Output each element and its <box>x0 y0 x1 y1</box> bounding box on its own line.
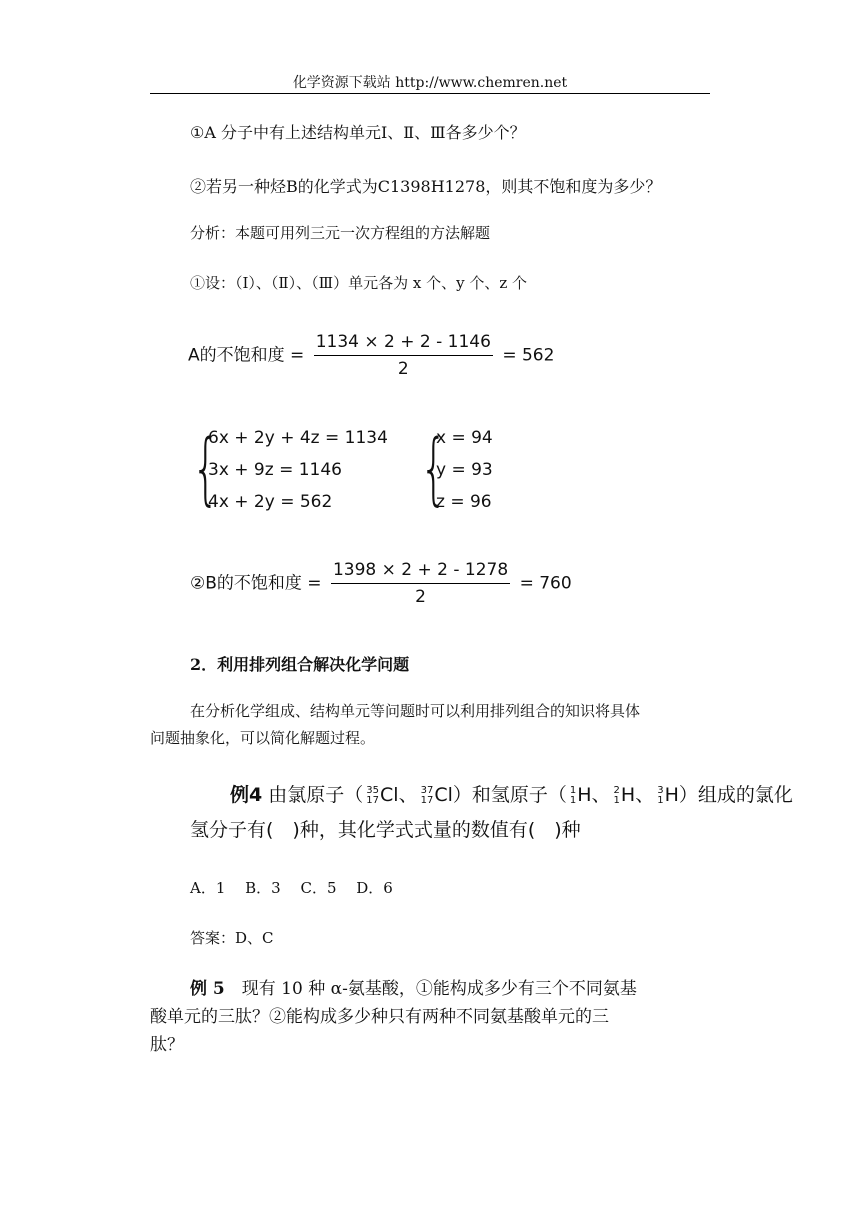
equation-system <box>192 424 388 514</box>
atomic-number: 17 <box>420 794 434 806</box>
question-1: ①A 分子中有上述结构单元Ⅰ、Ⅱ、Ⅲ各多少个？ <box>190 123 526 142</box>
formula-b-fraction <box>331 560 510 607</box>
left-brace: { <box>192 424 220 514</box>
mass-number: 1 <box>569 784 577 796</box>
example-4-text-a: 由氯原子（ <box>268 784 364 806</box>
setup-line: ①设：（Ⅰ）、（Ⅱ）、（Ⅲ）单元各为 x 个、y 个、z 个 <box>190 274 527 292</box>
isotope-h1 <box>570 786 576 806</box>
atomic-number: 17 <box>366 794 380 806</box>
solution-x: x = 94 <box>436 428 493 448</box>
element-symbol: H、 <box>577 784 611 806</box>
section-2-title: 2．利用排列组合解决化学问题 <box>190 655 410 674</box>
formula-a-numerator: 1134 × 2 + 2 - 1146 <box>315 332 491 352</box>
equation-1: 6x + 2y + 4z = 1134 <box>208 428 388 448</box>
atomic-number: 1 <box>569 794 577 806</box>
example-4-text-c: ）组成的氯化 <box>678 784 793 806</box>
example-4-line-1 <box>230 780 793 807</box>
question-2: ②若另一种烃B的化学式为C1398H1278，则其不饱和度为多少？ <box>190 177 662 196</box>
page-header: 化学资源下载站 http://www.chemren.net <box>292 75 568 91</box>
mass-number: 3 <box>657 784 664 796</box>
solution-z: z = 96 <box>436 492 492 512</box>
mass-number: 2 <box>613 784 620 796</box>
isotope-cl35 <box>366 786 379 806</box>
example-5-text-1: 现有 10 种 α-氨基酸，①能构成多少有三个不同氨基 <box>224 979 637 999</box>
solution-y: y = 93 <box>436 460 493 480</box>
formula-b-result: = 760 <box>519 573 572 594</box>
mass-number: 35 <box>366 784 380 796</box>
analysis-line: 分析：本题可用列三元一次方程组的方法解题 <box>190 224 491 242</box>
formula-b-numerator: 1398 × 2 + 2 - 1278 <box>332 560 509 580</box>
example-5-line-1 <box>190 974 637 999</box>
formula-a-denominator: 2 <box>397 359 409 379</box>
atomic-number: 1 <box>613 794 620 806</box>
answer-line: 答案：D、C <box>190 929 274 947</box>
example-5-line-3: 肽？ <box>150 1035 184 1055</box>
solution-system <box>420 424 493 514</box>
formula-a <box>188 332 554 379</box>
formula-a-result: = 562 <box>502 345 555 366</box>
formula-b <box>190 560 572 607</box>
equation-3: 4x + 2y = 562 <box>208 492 333 512</box>
example-4-line-2: 氢分子有( )种，其化学式式量的数值有( )种 <box>190 819 581 841</box>
isotope-cl37 <box>421 786 434 806</box>
formula-a-label: A的不饱和度 = <box>188 345 305 366</box>
mass-number: 37 <box>420 784 434 796</box>
element-symbol: Cl <box>434 784 453 806</box>
equation-2: 3x + 9z = 1146 <box>208 460 342 480</box>
formula-a-fraction <box>314 332 493 379</box>
example-4-tag: 例4 <box>230 784 263 806</box>
section-2-para-line-1: 在分析化学组成、结构单元等问题时可以利用排列组合的知识将具体 <box>190 702 641 720</box>
isotope-h3 <box>657 786 663 806</box>
atomic-number: 1 <box>657 794 664 806</box>
element-symbol: Cl、 <box>380 784 418 806</box>
section-2-para-line-2: 问题抽象化，可以简化解题过程。 <box>150 729 376 747</box>
example-4-text-b: ）和氢原子（ <box>452 784 567 806</box>
example-5-line-2: 酸单元的三肽？②能构成多少种只有两种不同氨基酸单元的三 <box>150 1007 609 1027</box>
answer-options: A．1 B．3 C．5 D．6 <box>190 879 393 897</box>
isotope-h2 <box>614 786 620 806</box>
header-rule <box>150 93 710 94</box>
left-brace: { <box>420 424 448 514</box>
element-symbol: H <box>664 784 679 806</box>
element-symbol: H、 <box>620 784 655 806</box>
formula-b-label: ②B的不饱和度 = <box>190 573 322 594</box>
example-5-tag: 例 5 <box>190 979 225 999</box>
formula-b-denominator: 2 <box>415 587 426 607</box>
